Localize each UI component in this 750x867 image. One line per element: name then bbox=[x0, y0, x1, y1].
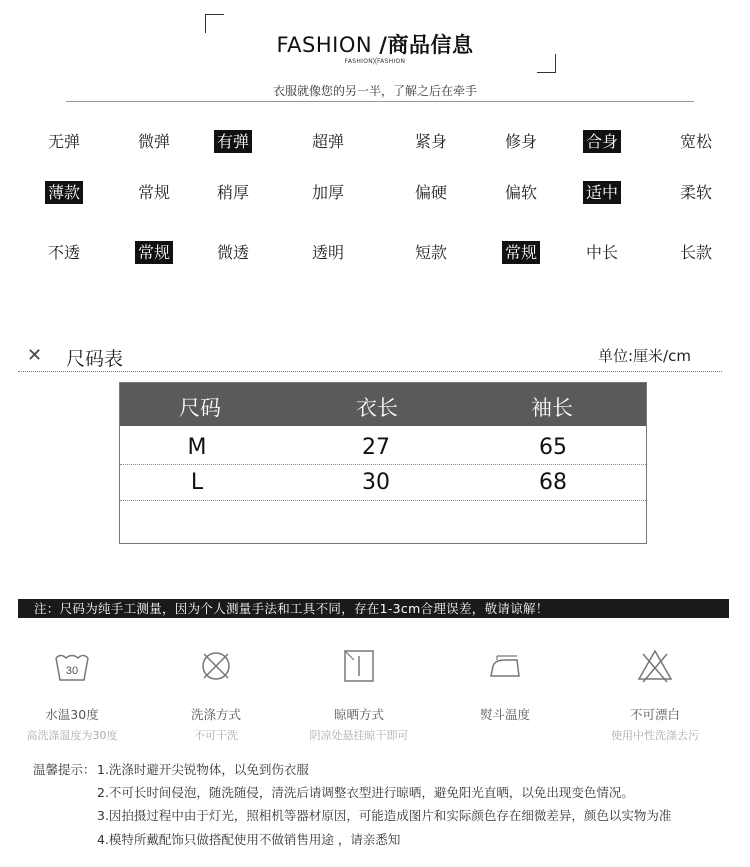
size-table bbox=[119, 382, 647, 544]
size-unit: 单位:厘米/cm bbox=[598, 347, 691, 365]
attribute-option: 长款 bbox=[679, 243, 713, 262]
care-label-dry: 晾晒方式 bbox=[333, 707, 385, 722]
measurement-note: 注：尺码为纯手工测量，因为个人测量手法和工具不同，存在1-3cm合理误差，敬请谅解！ bbox=[18, 599, 729, 618]
care-sub-wash: 高洗涤温度为30度 bbox=[26, 729, 118, 742]
no-bleach-icon bbox=[635, 646, 675, 686]
care-label-iron: 熨斗温度 bbox=[479, 707, 531, 722]
attribute-option: 不透 bbox=[47, 243, 81, 262]
tagline: 衣服就像您的另一半，了解之后在牵手 bbox=[272, 84, 477, 98]
care-sub-method: 不可干洗 bbox=[194, 729, 238, 742]
attribute-option: 微弹 bbox=[137, 132, 171, 151]
wash-30-icon bbox=[52, 646, 92, 686]
line-dry-icon bbox=[339, 646, 379, 686]
care-sub-dry: 阴凉处悬挂晾干即可 bbox=[309, 729, 409, 742]
care-label-wash: 水温30度 bbox=[45, 707, 99, 722]
attribute-option: 适中 bbox=[583, 181, 621, 204]
size-table-header bbox=[120, 383, 646, 426]
header-divider bbox=[66, 101, 694, 102]
cross-scissors-icon: ✕ bbox=[27, 345, 43, 366]
attribute-option: 常规 bbox=[137, 183, 171, 202]
attribute-option: 无弹 bbox=[47, 132, 81, 151]
attribute-option: 偏硬 bbox=[414, 183, 448, 202]
attribute-option: 超弹 bbox=[311, 132, 345, 151]
attribute-option: 常规 bbox=[135, 241, 173, 264]
cell-length-l: 30 bbox=[362, 470, 390, 495]
attribute-option: 稍厚 bbox=[216, 183, 250, 202]
care-label-method: 洗涤方式 bbox=[190, 707, 242, 722]
page-subtitle: FASHION╳FASHION bbox=[344, 58, 406, 65]
title-en: FASHION bbox=[276, 33, 373, 57]
care-label-bleach: 不可漂白 bbox=[629, 707, 681, 722]
tip-item: 2.不可长时间侵泡，随洗随侵，清洗后请调整衣型进行晾晒，避免阳光直晒，以免出现变色情况。 bbox=[97, 785, 634, 800]
header-length: 衣长 bbox=[356, 396, 398, 420]
size-divider bbox=[18, 371, 722, 372]
cell-length-m: 27 bbox=[362, 435, 390, 460]
table-row-divider bbox=[120, 464, 646, 465]
attribute-option: 有弹 bbox=[214, 130, 252, 153]
table-row-divider bbox=[120, 500, 646, 501]
attribute-option: 透明 bbox=[311, 243, 345, 262]
care-sub-bleach: 使用中性洗涤去污 bbox=[611, 729, 699, 742]
cell-size-l: L bbox=[190, 470, 204, 495]
header-sleeve: 袖长 bbox=[531, 396, 573, 420]
tip-item: 4.模特所戴配饰只做搭配使用不做销售用途 ，请亲悉知 bbox=[97, 832, 401, 847]
tips-prefix: 温馨提示： bbox=[33, 762, 96, 777]
tip-item: 3.因拍摄过程中由于灯光，照相机等器材原因，可能造成图片和实际颜色存在细微差异，颜色以实物为准 bbox=[97, 808, 672, 823]
attribute-option: 宽松 bbox=[679, 132, 713, 151]
attribute-option: 薄款 bbox=[45, 181, 83, 204]
no-dry-clean-icon bbox=[196, 646, 236, 686]
cell-size-m: M bbox=[187, 435, 207, 460]
cell-sleeve-l: 68 bbox=[539, 470, 567, 495]
attribute-option: 短款 bbox=[414, 243, 448, 262]
attribute-option: 微透 bbox=[216, 243, 250, 262]
header-size: 尺码 bbox=[179, 396, 221, 420]
attribute-option: 合身 bbox=[583, 130, 621, 153]
wash-temp-number: 30 bbox=[65, 665, 79, 677]
attribute-option: 常规 bbox=[502, 241, 540, 264]
cell-sleeve-m: 65 bbox=[539, 435, 567, 460]
attribute-option: 加厚 bbox=[311, 183, 345, 202]
iron-icon bbox=[485, 646, 525, 686]
attribute-option: 偏软 bbox=[504, 183, 538, 202]
page-title bbox=[0, 29, 750, 59]
title-cn: /商品信息 bbox=[379, 33, 474, 57]
size-chart-title: 尺码表 bbox=[66, 348, 124, 370]
tip-item: 1.洗涤时避开尖锐物体，以免到伤衣服 bbox=[97, 762, 309, 777]
attribute-option: 柔软 bbox=[679, 183, 713, 202]
attribute-option: 紧身 bbox=[414, 132, 448, 151]
attribute-option: 修身 bbox=[504, 132, 538, 151]
attribute-option: 中长 bbox=[585, 243, 619, 262]
